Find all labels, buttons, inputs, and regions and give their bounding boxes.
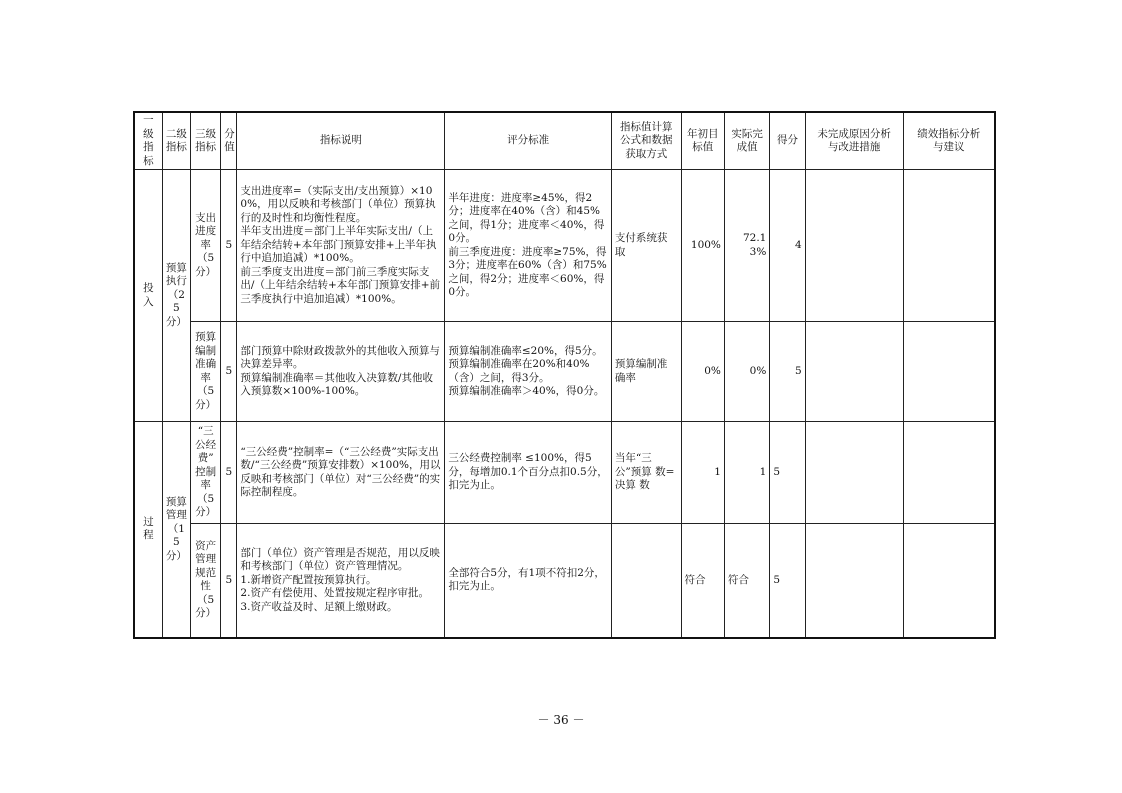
analysis-cell [805,322,903,422]
suggestion-cell [903,322,995,422]
score-cell: 5 [221,524,237,638]
header-level3: 三级 指标 [191,112,221,170]
header-method: 指标值计算 公式和数据 获取方式 [611,112,681,170]
target-cell: 符合 [681,524,724,638]
actual-cell: 72.13% [724,170,769,322]
header-got: 得分 [770,112,805,170]
level1-cell: 投 入 [134,170,162,422]
target-cell: 100% [681,170,724,322]
header-row [134,112,995,170]
method-cell: 支付系统获取 [611,170,681,322]
score-cell: 5 [221,170,237,322]
level3-cell: “三 公经 费” 控制 率 （5 分） [191,422,221,524]
level3-cell: 资产 管理 规范 性 （5 分） [191,524,221,638]
table-row [134,422,995,524]
method-cell: 预算编制准确率 [611,322,681,422]
analysis-cell [805,524,903,638]
criteria-cell: 半年进度：进度率≥45%，得2分；进度率在40%（含）和45%之间，得1分；进度率＜40%，得0分。 前三季度进度：进度率≥75%，得3分；进度率在60%（含）和75%之间，得2分；进度率＜60%，得0分。 [445,170,612,322]
level3-cell: 预算 编制 准确 率 （5 分） [191,322,221,422]
table-row [134,524,995,638]
criteria-cell: 三公经费控制率 ≤100%，得5分，每增加0.1个百分点扣0.5分，扣完为止。 [445,422,612,524]
suggestion-cell [903,422,995,524]
level2-cell: 预算 管理 （15 分） [162,422,190,638]
target-cell: 1 [681,422,724,524]
header-suggestion: 绩效指标分析 与建议 [903,112,995,170]
performance-indicator-table [133,111,996,639]
got-cell: 4 [770,170,805,322]
level1-cell: 过 程 [134,422,162,638]
score-cell: 5 [221,422,237,524]
criteria-cell: 预算编制准确率≤20%，得5分。 预算编制准确率在20%和40%（含）之间，得3分。 预算编制准确率＞40%，得0分。 [445,322,612,422]
description-cell: 支出进度率=（实际支出/支出预算）×100%，用以反映和考核部门（单位）预算执行的及时性和均衡性程度。 半年支出进度＝部门上半年实际支出/（上年结余结转+本年部门预算安排+上半年执行中追加追减）*100%。 前三季度支出进度＝部门前三季度实际支出/（上年结余结转+本年部门预算安排+前三季度执行中追加追减）*100%。 [237,170,445,322]
table-row [134,322,995,422]
description-cell: 部门预算中除财政拨款外的其他收入预算与决算差异率。 预算编制准确率＝其他收入决算数/其他收入预算数×100%-100%。 [237,322,445,422]
actual-cell: 符合 [724,524,769,638]
level3-cell: 支出 进度 率 （5 分） [191,170,221,322]
header-level2: 二级 指标 [162,112,190,170]
header-criteria: 评分标准 [445,112,612,170]
target-cell: 0% [681,322,724,422]
description-cell: “三公经费”控制率=（“三公经费”实际支出数/“三公经费”预算安排数）×100%，用以反映和考核部门（单位）对“三公经费”的实际控制程度。 [237,422,445,524]
got-cell: 5 [770,322,805,422]
actual-cell: 1 [724,422,769,524]
method-cell [611,524,681,638]
got-cell: 5 [770,422,805,524]
criteria-cell: 全部符合5分，有1项不符扣2分，扣完为止。 [445,524,612,638]
table-row [134,170,995,322]
page-number: － 36 － [537,713,585,727]
level2-cell: 预算 执行 （25 分） [162,170,190,422]
header-description: 指标说明 [237,112,445,170]
analysis-cell [805,422,903,524]
score-cell: 5 [221,322,237,422]
header-score: 分 值 [221,112,237,170]
header-analysis: 未完成原因分析 与改进措施 [805,112,903,170]
suggestion-cell [903,524,995,638]
header-target: 年初目 标值 [681,112,724,170]
header-level1: 一级 指标 [134,112,162,170]
got-cell: 5 [770,524,805,638]
suggestion-cell [903,170,995,322]
header-actual: 实际完 成值 [724,112,769,170]
description-cell: 部门（单位）资产管理是否规范，用以反映和考核部门（单位）资产管理情况。 1.新增资产配置按预算执行。 2.资产有偿使用、处置按规定程序审批。 3.资产收益及时、足额上缴财政。 [237,524,445,638]
method-cell: 当年“三 公”预算 数=决算 数 [611,422,681,524]
actual-cell: 0% [724,322,769,422]
analysis-cell [805,170,903,322]
